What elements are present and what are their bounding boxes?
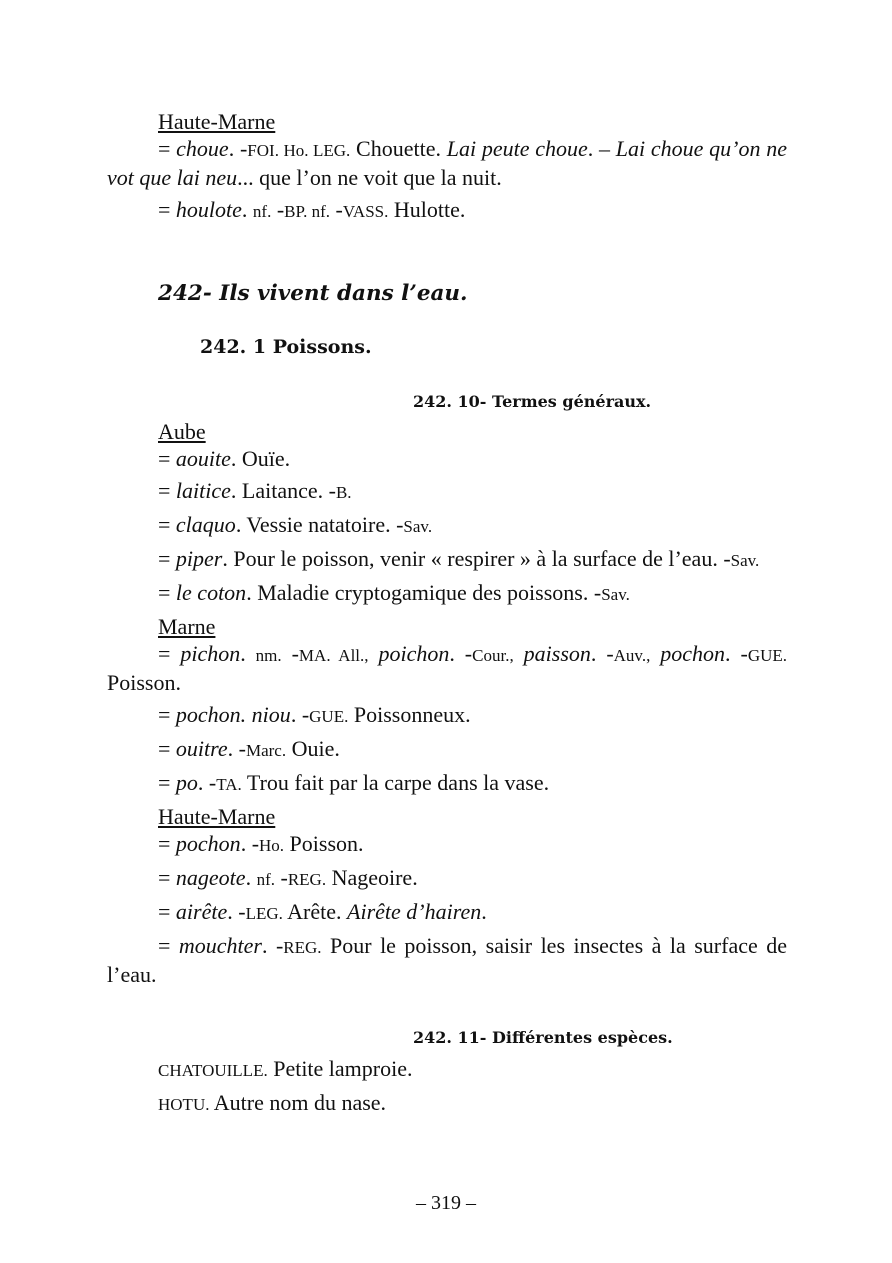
region-heading-aube: Aube: [158, 419, 206, 444]
entry-chatouille: CHATOUILLE. Petite lamproie.: [158, 1056, 413, 1081]
subsection-heading-242-1: 242. 1 Poissons.: [200, 336, 372, 358]
subsubsection-heading-242-10: 242. 10- Termes généraux.: [413, 392, 652, 411]
entry-aouite: = aouite. Ouïe.: [158, 446, 291, 471]
section-heading-242: 242- Ils vivent dans l’eau.: [158, 281, 468, 306]
entry-laitice: = laitice. Laitance. -B.: [158, 478, 352, 503]
entry-le-coton: = le coton. Maladie cryptogamique des poissons. -Sav.: [158, 580, 630, 605]
entry-po: = po. -TA. Trou fait par la carpe dans la vase.: [158, 770, 550, 795]
region-heading-haute-marne: Haute-Marne: [158, 109, 276, 134]
entry-nageote: = nageote. nf. -REG. Nageoire.: [158, 865, 418, 890]
region-heading-marne: Marne: [158, 614, 216, 639]
subsubsection-heading-242-11: 242. 11- Différentes espèces.: [413, 1028, 673, 1047]
entry-claquo: = claquo. Vessie natatoire. -Sav.: [158, 512, 433, 537]
entry-choue: = choue. -FOI. Ho. LEG. Chouette. Lai peute choue. – Lai choue qu’on ne vot que lai neu... que l’on ne voit que la nuit.: [107, 136, 787, 190]
entry-pichon: = pichon. nm. -MA. All., poichon. -Cour., paisson. -Auv., pochon. -GUE. Poisson.: [107, 641, 788, 695]
entry-pochon-niou: = pochon. niou. -GUE. Poissonneux.: [158, 702, 471, 727]
document-body: [107, 108, 787, 1123]
entry-piper: = piper. Pour le poisson, venir « respirer » à la surface de l’eau. -Sav.: [158, 546, 760, 571]
region-heading-haute-marne-2: Haute-Marne: [158, 804, 276, 829]
entry-hotu: HOTU. Autre nom du nase.: [158, 1090, 387, 1115]
page-number: – 319 –: [416, 1192, 476, 1214]
entry-airete: = airête. -LEG. Arête. Airête d’hairen.: [158, 899, 487, 924]
entry-houlote: = houlote. nf. -BP. nf. -VASS. Hulotte.: [158, 197, 466, 222]
entry-pochon: = pochon. -Ho. Poisson.: [158, 831, 364, 856]
entry-ouitre: = ouitre. -Marc. Ouie.: [158, 736, 340, 761]
entry-mouchter: = mouchter. -REG. Pour le poisson, saisir les insectes à la surface de l’eau.: [107, 933, 787, 987]
